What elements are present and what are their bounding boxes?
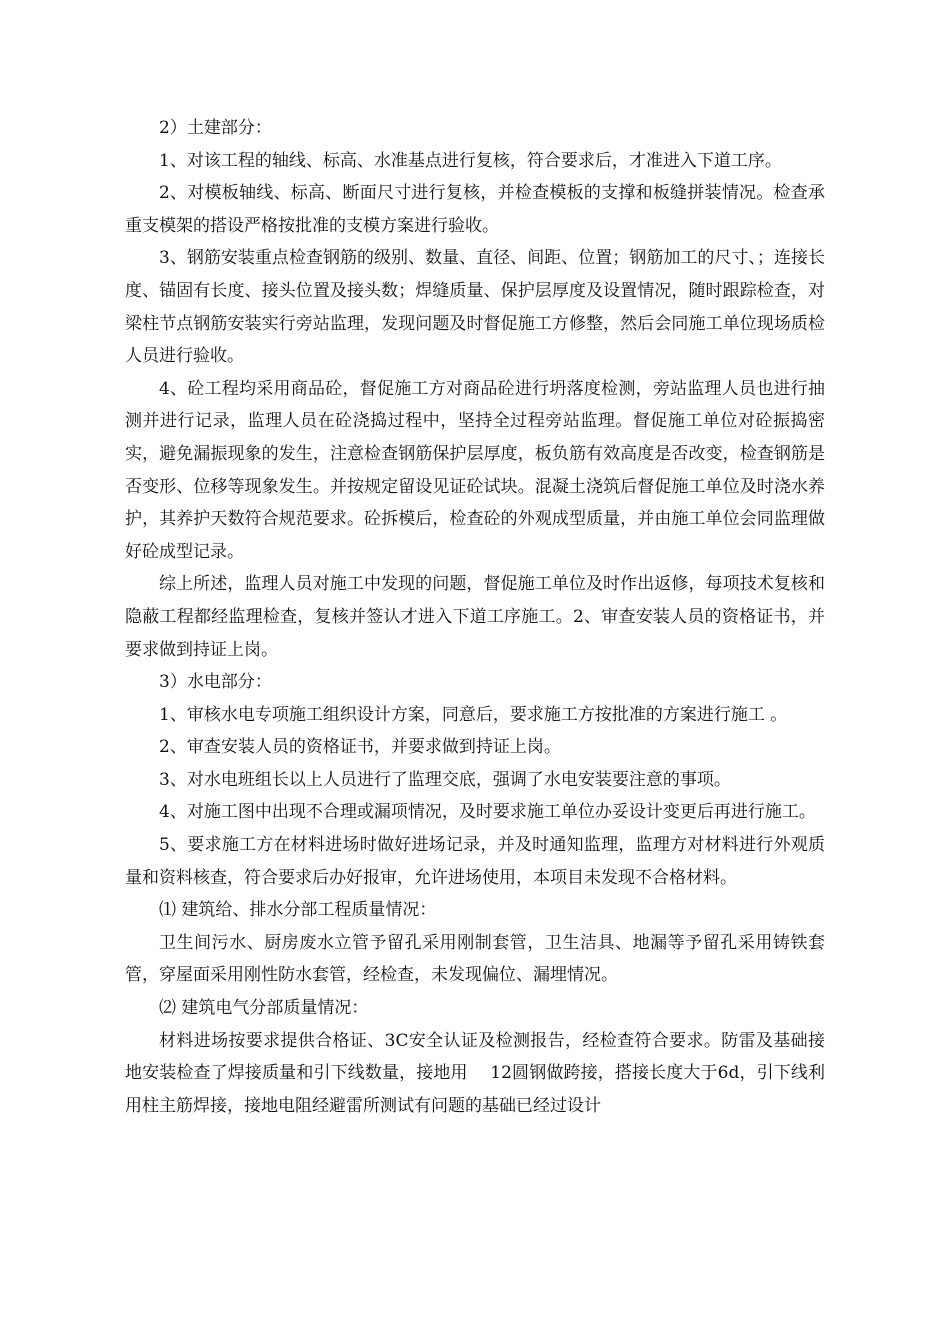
paragraph-concrete-check: 4、砼工程均采用商品砼，督促施工方对商品砼进行坍落度检测，旁站监理人员也进行抽测并进行记录，监理人员在砼浇捣过程中，坚持全过程旁站监理。督促施工单位对砼振捣密实，避免漏振现象的发生，注意检查钢筋保护层厚度，板负筋有效高度是否改变，检查钢筋是否变形、位移等现象发生。并按规定留设见证砼试块。混凝土浇筑后督促施工单位及时浇水养护，其养护天数符合规范要求。砼拆模后，检查砼的外观成型质量，并由施工单位会同监理做好砼成型记录。 xyxy=(125,378,825,562)
paragraph-design-change: 4、对施工图中出现不合理或漏项情况，及时要求施工单位办妥设计变更后再进行施工。 xyxy=(159,802,816,823)
paragraph-design-review: 1、审核水电专项施工组织设计方案，同意后，要求施工方按批准的方案进行施工 。 xyxy=(159,704,788,725)
document-page xyxy=(125,112,825,1122)
paragraph-summary: 综上所述，监理人员对施工中发现的问题，督促施工单位及时作出返修，每项技术复核和隐蔽工程都经监理检查，复核并签认才进入下道工序施工。2、审查安装人员的资格证书，并要求做到持证上岗。 xyxy=(125,574,825,660)
paragraph-formwork-check: 2、对模板轴线、标高、断面尺寸进行复核，并检查模板的支撑和板缝拼装情况。检查承重支模架的搭设严格按批准的支模方案进行验收。 xyxy=(125,183,825,236)
paragraph-briefing: 3、对水电班组长以上人员进行了监理交底，强调了水电安装要注意的事项。 xyxy=(159,769,731,790)
section-heading-civil: 2）土建部分： xyxy=(159,118,272,138)
subheading-electrical: ⑵ 建筑电气分部质量情况： xyxy=(159,998,369,1019)
subheading-water-drainage: ⑴ 建筑给、排水分部工程质量情况： xyxy=(159,900,437,921)
paragraph-certificate-review: 2、审查安装人员的资格证书，并要求做到持证上岗。 xyxy=(159,737,561,758)
paragraph-material-entry: 5、要求施工方在材料进场时做好进场记录，并及时通知监理，监理方对材料进行外观质量和资料核查，符合要求后办好报审，允许进场使用，本项目未发现不合格材料。 xyxy=(125,835,825,888)
paragraph-rebar-check: 3、钢筋安装重点检查钢筋的级别、数量、直径、间距、位置；钢筋加工的尺寸、；连接长度、锚固有长度、接头位置及接头数；焊缝质量、保护层厚度及设置情况，随时跟踪检查，对梁柱节点钢筋安装实行旁站监理，发现问题及时督促施工方修整，然后会同施工单位现场质检人员进行验收。 xyxy=(125,248,825,367)
paragraph-sleeves: 卫生间污水、厨房废水立管予留孔采用刚制套管，卫生洁具、地漏等予留孔采用铸铁套管，穿屋面采用刚性防水套管，经检查，未发现偏位、漏埋情况。 xyxy=(125,932,825,986)
paragraph-electrical-materials: 材料进场按要求提供合格证、3C安全认证及检测报告，经检查符合要求。防雷及基础接地安装检查了焊接质量和引下线数量，接地用 12圆钢做跨接，搭接长度大于6d，引下线利用柱主筋焊接，接地电阻经避雷所测试有问题的基础已经过设计 xyxy=(125,1030,825,1116)
section-heading-plumbing-electrical: 3）水电部分： xyxy=(159,672,272,693)
paragraph-axis-check: 1、对该工程的轴线、标高、水准基点进行复核，符合要求后，才准进入下道工序。 xyxy=(159,150,782,171)
